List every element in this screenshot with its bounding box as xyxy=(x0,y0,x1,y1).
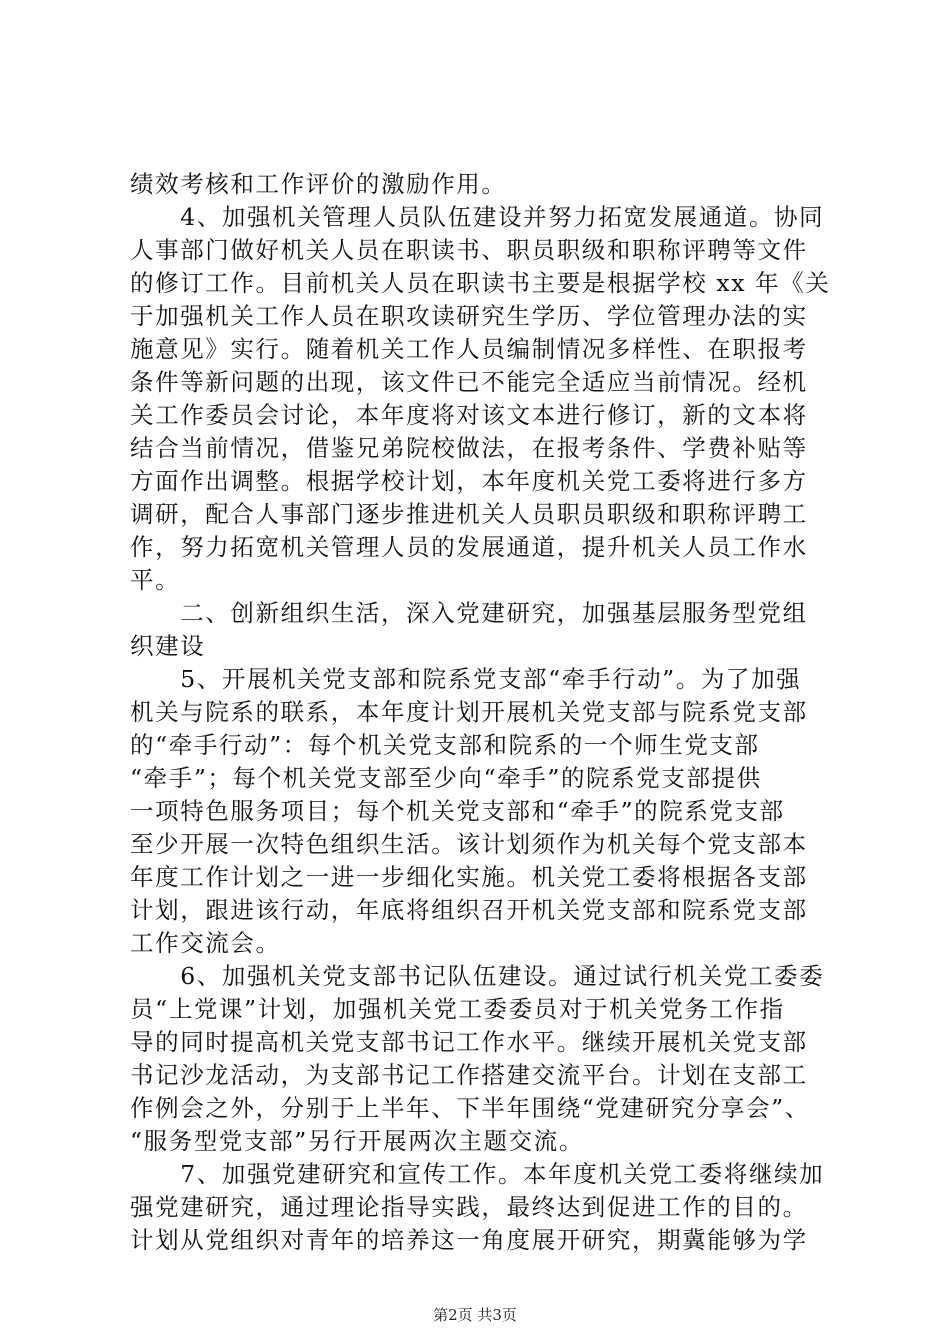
text-line: 年度工作计划之一进一步细化实施。机关党工委将根据各支部 xyxy=(130,863,808,891)
text-line: 人事部门做好机关人员在职读书、职员职级和职称评聘等文件 xyxy=(130,236,808,264)
text-line: 的修订工作。目前机关人员在职读书主要是根据学校 xx 年《关 xyxy=(130,269,831,297)
text-line: 计划从党组织对青年的培养这一角度展开研究，期冀能够为学 xyxy=(130,1226,808,1254)
text-line: 导的同时提高机关党支部书记工作水平。继续开展机关党支部 xyxy=(130,1028,808,1056)
text-line: “牵手”；每个机关党支部至少向“牵手”的院系党支部提供 xyxy=(130,764,762,792)
text-line: 一项特色服务项目；每个机关党支部和“牵手”的院系党支部 xyxy=(130,797,785,825)
text-line: 5、开展机关党支部和院系党支部“牵手行动”。为了加强 xyxy=(130,665,802,693)
text-line: 方面作出调整。根据学校计划，本年度机关党工委将进行多方 xyxy=(130,467,808,495)
text-line: 关工作委员会讨论，本年度将对该文本进行修订，新的文本将 xyxy=(130,401,808,429)
text-line: 调研，配合人事部门逐步推进机关人员职员职级和职称评聘工 xyxy=(130,500,808,528)
text-line: 平。 xyxy=(130,566,181,594)
text-line: 书记沙龙活动，为支部书记工作搭建交流平台。计划在支部工 xyxy=(130,1061,808,1089)
section-heading-line: 二、创新组织生活，深入党建研究，加强基层服务型党组 xyxy=(130,599,808,627)
text-line: 作例会之外，分别于上半年、下半年围绕“党建研究分享会”、 xyxy=(130,1094,810,1122)
section-heading-line: 织建设 xyxy=(130,632,206,660)
text-line: 施意见》实行。随着机关工作人员编制情况多样性、在职报考 xyxy=(130,335,808,363)
page-number-footer: 第2页 共3页 xyxy=(433,1306,517,1324)
text-line: 6、加强机关党支部书记队伍建设。通过试行机关党工委委 xyxy=(130,962,825,990)
document-body xyxy=(130,168,835,1257)
text-line: 绩效考核和工作评价的激励作用。 xyxy=(130,170,507,198)
text-line: 机关与院系的联系，本年度计划开展机关党支部与院系党支部 xyxy=(130,698,808,726)
text-line: 7、加强党建研究和宣传工作。本年度机关党工委将继续加 xyxy=(130,1160,825,1188)
text-line: 至少开展一次特色组织生活。该计划须作为机关每个党支部本 xyxy=(130,830,808,858)
text-line: 员“上党课”计划，加强机关党工委委员对于机关党务工作指 xyxy=(130,995,785,1023)
text-line: 强党建研究，通过理论指导实践，最终达到促进工作的目的。 xyxy=(130,1193,808,1221)
text-line: 于加强机关工作人员在职攻读研究生学历、学位管理办法的实 xyxy=(130,302,808,330)
text-line: 工作交流会。 xyxy=(130,929,281,957)
text-line: 结合当前情况，借鉴兄弟院校做法，在报考条件、学费补贴等 xyxy=(130,434,808,462)
text-line: 4、加强机关管理人员队伍建设并努力拓宽发展通道。协同 xyxy=(130,203,825,231)
text-line: 计划，跟进该行动，年底将组织召开机关党支部和院系党支部 xyxy=(130,896,808,924)
text-line: 的“牵手行动”：每个机关党支部和院系的一个师生党支部 xyxy=(130,731,760,759)
text-line: “服务型党支部”另行开展两次主题交流。 xyxy=(130,1127,584,1155)
text-line: 作，努力拓宽机关管理人员的发展通道，提升机关人员工作水 xyxy=(130,533,808,561)
text-line: 条件等新问题的出现，该文件已不能完全适应当前情况。经机 xyxy=(130,368,808,396)
